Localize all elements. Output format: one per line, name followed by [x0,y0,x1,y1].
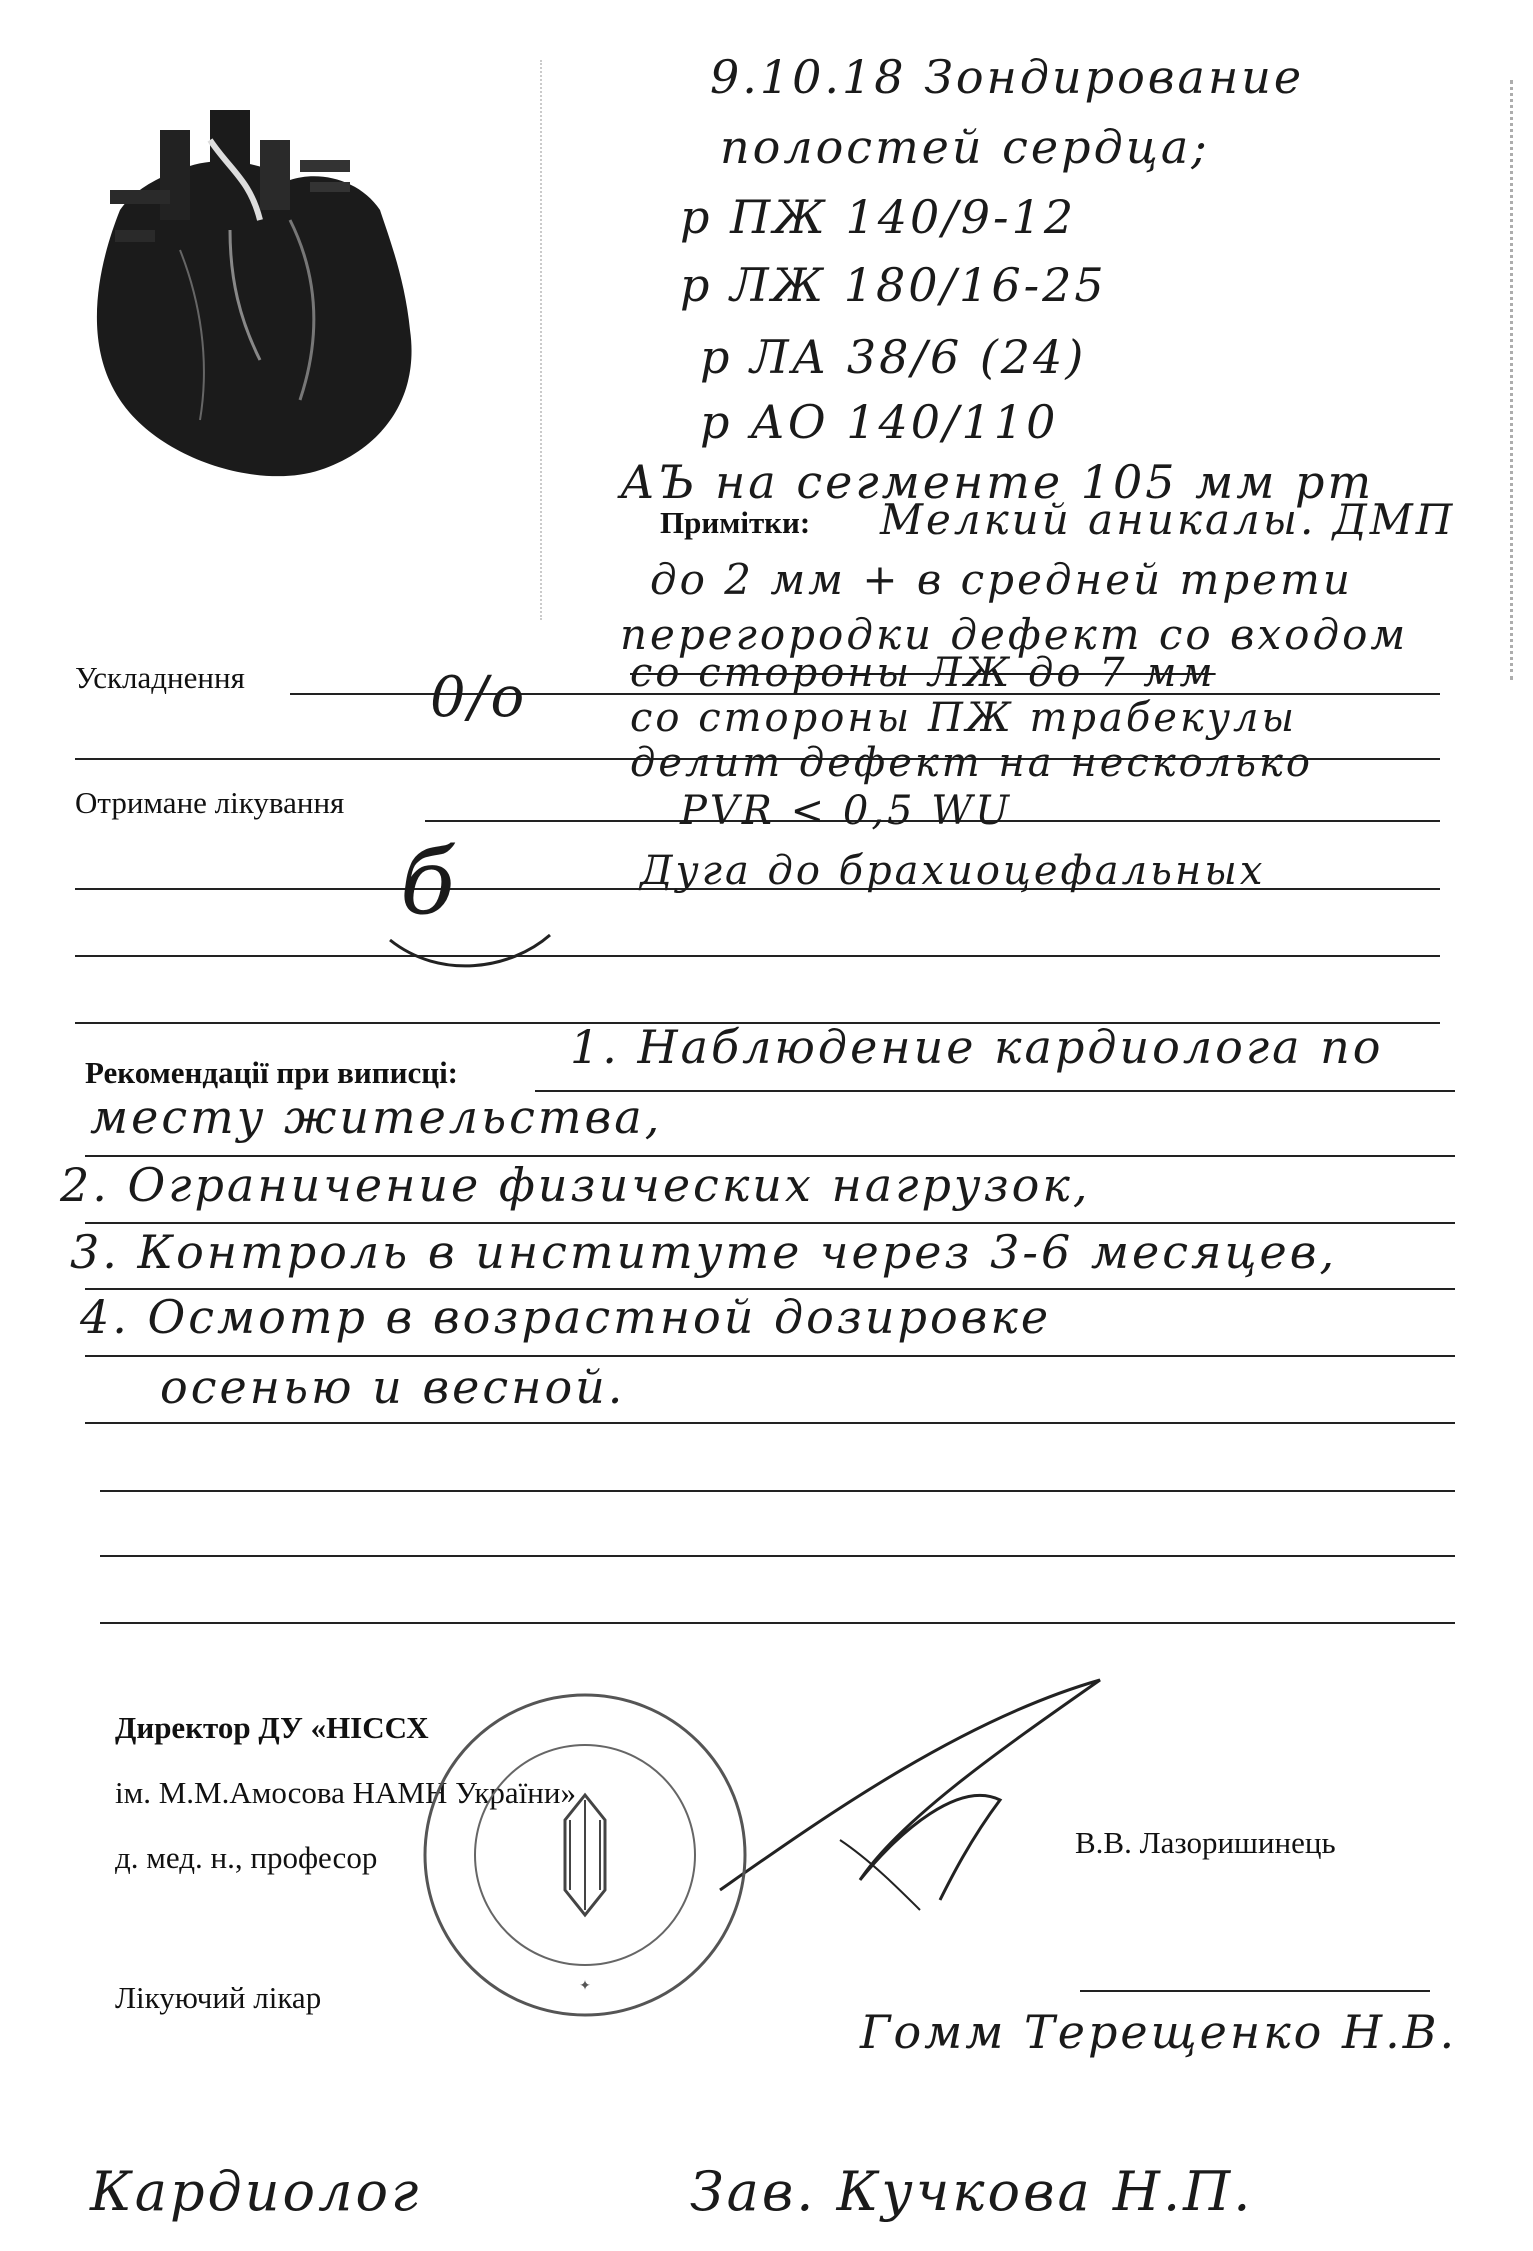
notes-line: делит дефект на несколько [630,740,1313,786]
svg-text:✦: ✦ [579,1978,591,1994]
recommendations-rule [535,1090,1455,1092]
blank-rule [100,1555,1455,1557]
blank-rule [85,1355,1455,1357]
heart-illustration-icon [60,100,440,500]
notes-label: Примітки: [660,505,811,540]
recommendation-line: месту жительства, [90,1090,663,1144]
recommendation-line: 4. Осмотр в возрастной дозировке [80,1290,1052,1344]
director-degree: д. мед. н., професор [115,1840,378,1875]
attending-signature: Гомм Терещенко Н.В. [860,2005,1458,2059]
director-institution: ім. М.М.Амосова НАМН України» [115,1775,576,1810]
blank-rule [85,1422,1455,1424]
attending-rule [1080,1990,1430,1992]
notes-line: Дуга до брахиоцефальных [640,848,1266,894]
scan-artifact [540,60,562,620]
bottom-right-handwriting: Зав. Кучкова Н.П. [690,2160,1254,2223]
attending-label: Лікуючий лікар [115,1980,322,2015]
treatment-scribble [380,920,560,980]
official-stamp-seal [420,1690,750,2020]
blank-rule [100,1622,1455,1624]
bottom-left-handwriting: Кардиолог [90,2160,422,2223]
notes-line: PVR < 0,5 WU [680,788,1013,834]
notes-line: со стороны ЛЖ до 7 мм [630,650,1216,696]
notes-line: АЪ на сегменте 105 мм рт [620,455,1375,509]
recommendations-label: Рекомендації при виписці: [85,1055,458,1090]
recommendation-line: осенью и весной. [160,1360,626,1414]
notes-line: до 2 мм + в средней трети [650,555,1353,604]
notes-line: перегородки дефект со входом [620,610,1409,659]
scan-edge-artifact [1510,80,1513,680]
recommendation-line: 3. Контроль в институте через 3-6 месяцев, [70,1225,1338,1279]
director-title: Директор ДУ «НІССХ [115,1710,429,1745]
recommendation-line: 2. Ограничение физических нагрузок, [60,1158,1091,1212]
notes-line: полостей сердца; [720,120,1210,174]
notes-line: р ЛА 38/6 (24) [700,330,1087,384]
notes-line: р АО 140/110 [700,395,1059,449]
director-name: В.В. Лазоришинець [1075,1825,1336,1860]
notes-line: со стороны ПЖ трабекулы [630,695,1298,741]
blank-rule [100,1490,1455,1492]
director-signature [700,1660,1120,1920]
treatment-label: Отримане лікування [75,785,345,820]
recommendation-line: 1. Наблюдение кардиолога по [570,1020,1384,1074]
treatment-value: б [400,830,458,935]
blank-rule [85,1155,1455,1157]
blank-rule [85,1222,1455,1224]
notes-line: Мелкий аникалы. ДМП [880,495,1456,544]
complications-value: 0/о [430,665,528,730]
notes-line: 9.10.18 Зондирование [710,50,1305,104]
notes-line: р ПЖ 140/9-12 [680,190,1077,244]
blank-rule [75,955,1440,957]
notes-line: р ЛЖ 180/16-25 [680,258,1107,312]
complications-label: Ускладнення [75,660,245,695]
